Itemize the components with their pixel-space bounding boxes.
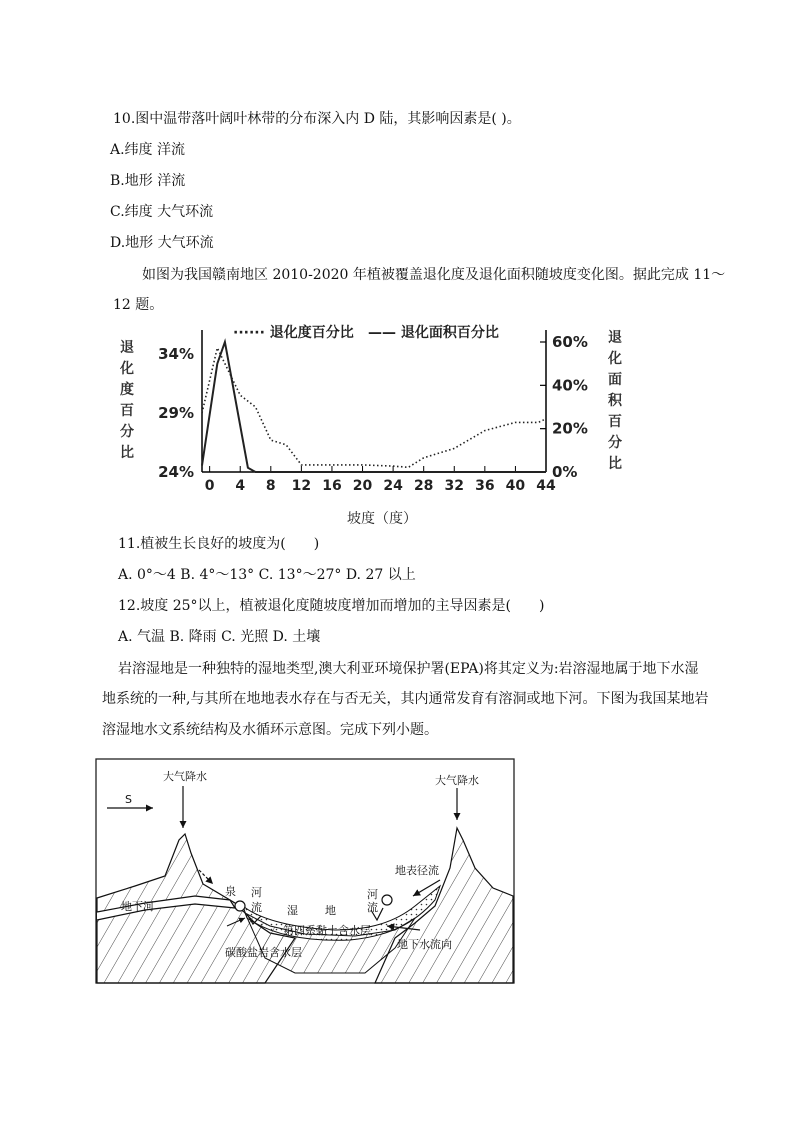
carbonate-aquifer-label: 碳酸盐岩含水层 <box>225 946 302 959</box>
chart-intro-line1: 如图为我国赣南地区 2010-2020 年植被覆盖退化度及退化面积随坡度变化图。据此完成 11～ <box>142 267 726 283</box>
x-tick-label: 28 <box>413 478 434 494</box>
river-left-label-2: 流 <box>251 901 262 914</box>
q10-option-a: A.纬度 洋流 <box>110 142 186 158</box>
x-tick-label: 8 <box>265 478 276 494</box>
right-tick-label: 40% <box>552 376 588 395</box>
river-right-label-1: 河 <box>367 888 378 901</box>
left-axis-label-char: 度 <box>120 382 134 398</box>
x-tick-label: 4 <box>235 478 246 494</box>
left-axis-label-char: 化 <box>120 361 134 377</box>
wetland-label-1: 湿 <box>287 904 298 917</box>
diagram-intro-line2: 地系统的一种,与其所在地地表水存在与否无关，其内通常发育有溶洞或地下河。下图为我国某地岩 <box>102 691 709 707</box>
x-axis-label: 坡度（度） <box>347 511 417 527</box>
right-axis-label-char: 化 <box>608 351 622 367</box>
quaternary-aquifer-label: 第四系黏土含水层 <box>283 924 371 937</box>
rain-right-label: 大气降水 <box>435 774 479 787</box>
right-axis-label-char: 分 <box>608 435 622 451</box>
left-axis-label <box>119 340 134 461</box>
right-axis-label <box>607 330 623 472</box>
left-tick-label: 29% <box>158 403 194 422</box>
spring-label: 泉 <box>225 885 236 898</box>
left-tick-label: 34% <box>158 344 194 363</box>
x-tick-label: 16 <box>322 478 342 494</box>
right-axis-label-char: 退 <box>608 330 622 346</box>
q10-stem: 10.图中温带落叶阔叶林带的分布深入内 D 陆，其影响因素是( )。 <box>113 111 521 127</box>
right-axis-label-char: 百 <box>608 414 622 430</box>
wetland-label-2: 地 <box>325 904 336 917</box>
legend-entry-1: ······ 退化度百分比 <box>233 325 354 341</box>
q10-option-d: D.地形 大气环流 <box>110 235 214 251</box>
right-axis-label-char: 面 <box>608 372 622 388</box>
surface-runoff-label: 地表径流 <box>395 864 439 877</box>
right-tick-label: 60% <box>552 333 588 351</box>
left-axis-label-char: 退 <box>120 340 134 356</box>
spring-left <box>235 901 245 911</box>
rain-left-label: 大气降水 <box>163 770 207 783</box>
q10-option-b: B.地形 洋流 <box>110 173 186 189</box>
left-tick-label: 24% <box>158 463 194 481</box>
right-tick-label: 20% <box>552 419 588 438</box>
series-line-2 <box>202 342 546 472</box>
x-tick-label: 20 <box>352 478 373 494</box>
legend-entry-2: —— 退化面积百分比 <box>368 325 499 341</box>
direction-label: S <box>125 793 132 806</box>
diagram-intro-line3: 溶湿地水文系统结构及水循环示意图。完成下列小题。 <box>102 722 438 738</box>
q11-stem: 11.植被生长良好的坡度为( ) <box>118 536 320 552</box>
right-tick-label: 0% <box>552 463 578 481</box>
q12-stem: 12.坡度 25°以上，植被退化度随坡度增加而增加的主导因素是( ) <box>118 598 545 614</box>
x-tick-label: 12 <box>291 478 312 494</box>
karst-wetland-diagram <box>95 758 515 984</box>
right-axis-label-char: 积 <box>608 393 622 409</box>
spring-right <box>382 895 392 905</box>
chart-intro-line2: 12 题。 <box>113 297 164 313</box>
left-axis-label-char: 分 <box>120 424 134 440</box>
x-tick-label: 0 <box>204 478 215 494</box>
q10-option-c: C.纬度 大气环流 <box>110 204 214 220</box>
q11-options: A. 0°～4 B. 4°～13° C. 13°～27° D. 27 以上 <box>118 567 416 583</box>
diagram-intro-line1: 岩溶湿地是一种独特的湿地类型,澳大利亚环境保护署(EPA)将其定义为:岩溶湿地属于地下水湿 <box>118 661 699 677</box>
groundwater-flow-label: 地下水流向 <box>397 938 452 951</box>
x-tick-label: 36 <box>475 478 495 494</box>
underground-river-label: 地下河 <box>121 900 154 913</box>
left-axis-label-char: 比 <box>120 445 134 461</box>
series-line-1 <box>202 348 546 467</box>
river-left-label-1: 河 <box>251 886 262 899</box>
x-tick-label: 24 <box>383 478 403 494</box>
x-tick-label: 32 <box>444 478 465 494</box>
right-axis-label-char: 比 <box>608 456 622 472</box>
slope-degradation-chart <box>110 320 630 530</box>
q12-options: A. 气温 B. 降雨 C. 光照 D. 土壤 <box>118 629 321 645</box>
river-right-label-2: 流 <box>367 901 378 914</box>
x-tick-label: 44 <box>536 478 556 494</box>
left-axis-label-char: 百 <box>120 403 134 419</box>
x-tick-label: 40 <box>505 478 526 494</box>
